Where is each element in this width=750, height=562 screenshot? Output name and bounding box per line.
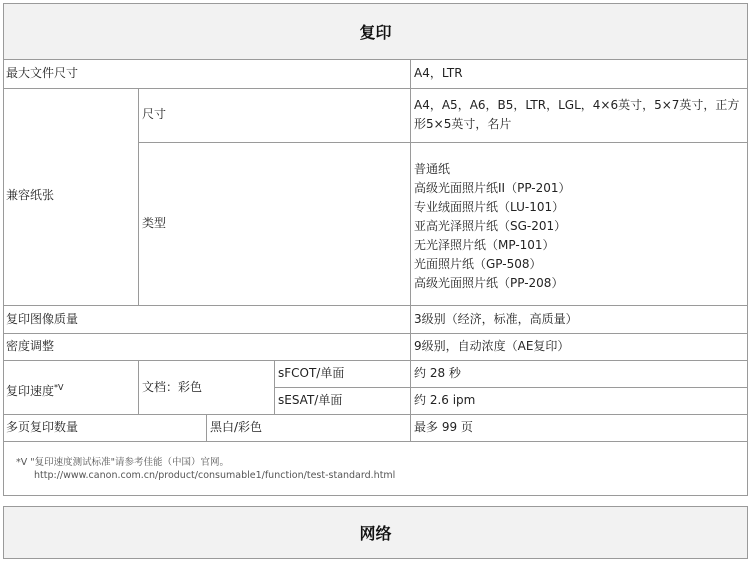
paper-type-item: 无光泽照片纸（MP-101） (414, 238, 555, 252)
paper-size-value: A4，A5，A6，B5，LTR，LGL，4×6英寸，5×7英寸，正方形5×5英寸，名片 (414, 98, 740, 131)
paper-type-item: 亚高光泽照片纸（SG-201） (414, 219, 567, 233)
paper-type-item: 高级光面照片纸（PP-208） (414, 276, 564, 290)
copy-quality-label: 复印图像质量 (6, 312, 79, 326)
copy-spec-table (3, 59, 748, 496)
paper-type-list (414, 160, 571, 293)
multi-page-label: 多页复印数量 (6, 420, 79, 434)
density-value: 9级别，自动浓度（AE复印） (414, 339, 570, 353)
paper-type-item: 光面照片纸（GP-508） (414, 257, 542, 271)
footnote-line-1: *V "复印速度测试标准"请参考佳能（中国）官网。 (16, 457, 230, 468)
paper-type-item: 普通纸 (414, 162, 451, 176)
sesat-label: sESAT/单面 (278, 393, 343, 407)
network-section-title: 网络 (359, 524, 392, 543)
sfcot-value: 约 28 秒 (414, 366, 461, 380)
copy-speed-label (6, 378, 64, 401)
multi-page-value: 最多 99 页 (414, 420, 473, 434)
paper-size-label: 尺寸 (142, 107, 167, 121)
max-size-label: 最大文件尺寸 (6, 66, 79, 80)
copy-speed-footnote-mark: *V (54, 383, 64, 392)
multi-page-mode: 黑白/彩色 (210, 420, 263, 434)
paper-type-label: 类型 (142, 216, 167, 230)
copy-speed-text: 复印速度 (6, 384, 55, 398)
network-section-header (3, 506, 748, 559)
compatible-paper-label: 兼容纸张 (6, 188, 55, 202)
sesat-value: 约 2.6 ipm (414, 393, 476, 407)
copy-section-header (3, 3, 748, 60)
footnote-line-2: http://www.canon.com.cn/product/consumable1/function/test-standard.html (34, 470, 396, 481)
copy-section-title: 复印 (359, 23, 392, 42)
max-size-value: A4，LTR (414, 66, 463, 80)
copy-quality-value: 3级别（经济，标准，高质量） (414, 312, 578, 326)
copy-speed-doc-label: 文档：彩色 (142, 380, 203, 394)
density-label: 密度调整 (6, 339, 55, 353)
paper-type-item: 高级光面照片纸II（PP-201） (414, 181, 571, 195)
sfcot-label: sFCOT/单面 (278, 366, 345, 380)
paper-type-item: 专业绒面照片纸（LU-101） (414, 200, 565, 214)
